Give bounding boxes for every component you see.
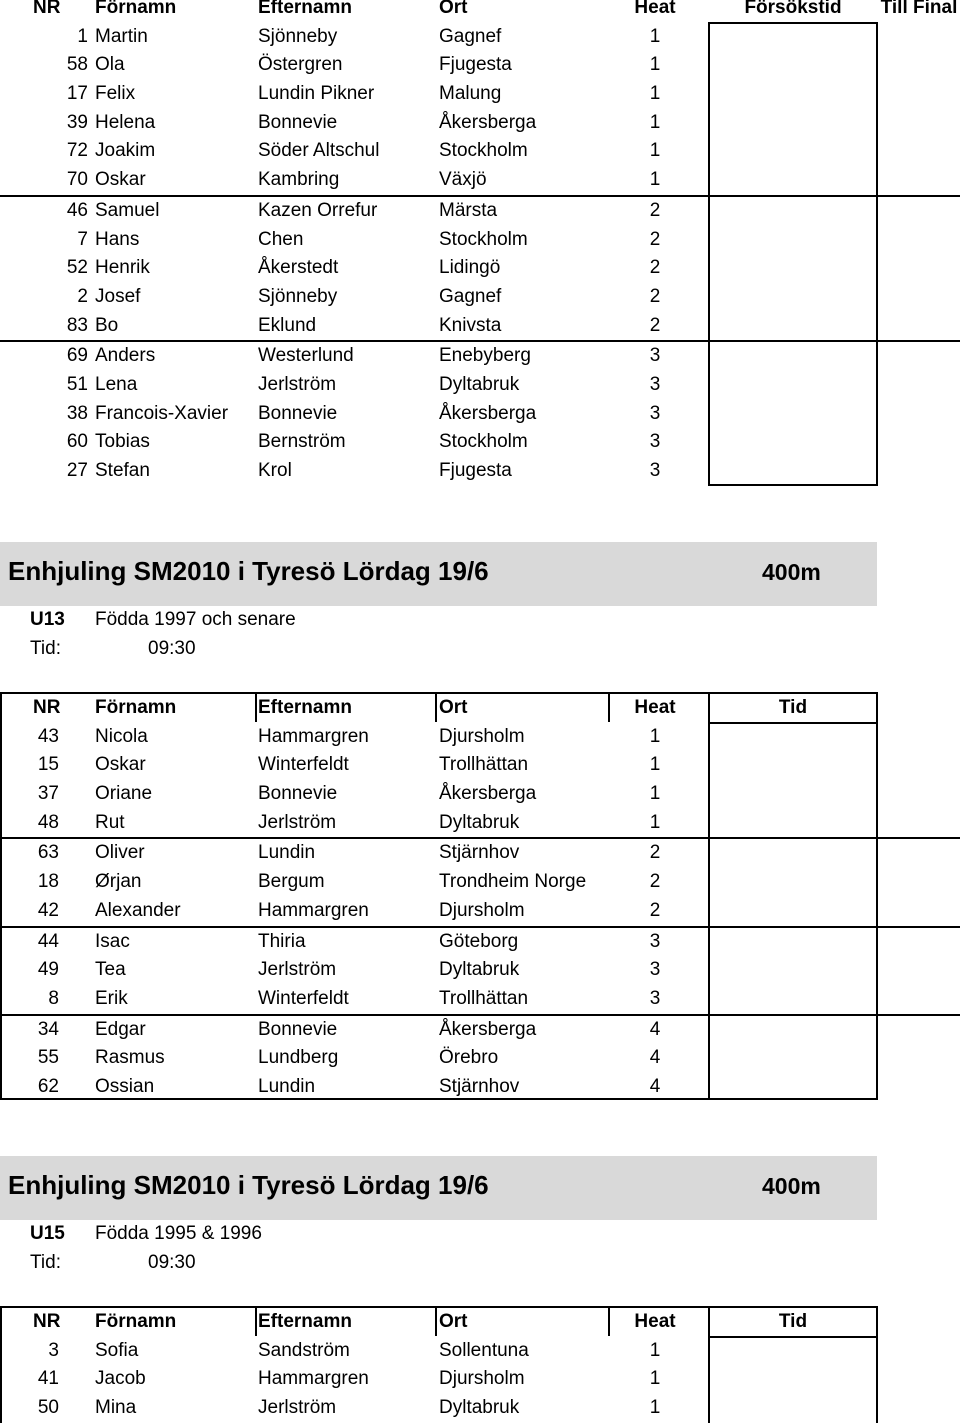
cell-fornamn: Henrik: [95, 257, 150, 279]
cell-heat: 2: [649, 899, 661, 921]
event-title: Enhjuling SM2010 i Tyresö Lördag 19/6: [8, 1170, 489, 1200]
cell-ort: Åkersberga: [439, 783, 537, 805]
table-row: [0, 1394, 960, 1423]
cell-fornamn: Samuel: [95, 199, 160, 221]
start-time: 09:30: [148, 638, 196, 659]
cell-nr: 55: [37, 1047, 59, 1069]
cell-heat: 1: [649, 1397, 661, 1419]
cell-nr: 48: [37, 811, 59, 833]
cell-heat: 1: [649, 111, 661, 133]
cell-nr: 17: [66, 83, 88, 105]
cell-fornamn: Joakim: [95, 140, 156, 162]
cell-fornamn: Nicola: [95, 725, 148, 747]
cell-ort: Stockholm: [439, 431, 528, 453]
class-label: U13: [30, 609, 65, 630]
table-row: [0, 868, 960, 897]
cell-nr: 1: [77, 25, 88, 47]
cell-efternamn: Sjönneby: [258, 25, 338, 47]
cell-ort: Växjö: [439, 169, 487, 191]
cell-efternamn: Hammargren: [258, 899, 369, 921]
cell-efternamn: Söder Altschul: [258, 140, 380, 162]
cell-fornamn: Mina: [95, 1397, 137, 1419]
cell-efternamn: Hammargren: [258, 1368, 369, 1390]
cell-nr: 83: [66, 314, 88, 336]
cell-ort: Fjugesta: [439, 460, 512, 481]
cell-ort: Sollentuna: [439, 1339, 529, 1361]
cell-ort: Gagnef: [439, 25, 502, 47]
cell-fornamn: Felix: [95, 83, 136, 105]
cell-nr: 2: [77, 285, 88, 307]
cell-fornamn: Rut: [95, 811, 125, 833]
cell-fornamn: Jacob: [95, 1368, 146, 1390]
cell-heat: 1: [649, 754, 661, 776]
results-table-2: [0, 694, 960, 1102]
cell-nr: 44: [37, 930, 59, 952]
cell-efternamn: Jerlström: [258, 959, 337, 981]
cell-efternamn: Bonnevie: [258, 783, 338, 805]
cell-fornamn: Ossian: [95, 1075, 155, 1097]
results-table-3: [0, 1308, 960, 1423]
cell-nr: 50: [37, 1397, 59, 1419]
cell-ort: Åkersberga: [439, 111, 537, 133]
cell-efternamn: Sjönneby: [258, 285, 338, 307]
table-header: [0, 0, 960, 23]
cell-nr: 39: [66, 111, 88, 133]
cell-fornamn: Tea: [95, 959, 126, 981]
col-heat: Heat: [634, 1311, 676, 1332]
column-divider: [708, 692, 710, 722]
cell-ort: Dyltabruk: [439, 959, 520, 981]
cell-efternamn: Jerlström: [258, 1397, 337, 1419]
cell-heat: 1: [649, 83, 661, 105]
cell-heat: 4: [649, 1075, 661, 1097]
cell-efternamn: Åkerstedt: [258, 257, 339, 279]
cell-efternamn: Östergren: [258, 54, 343, 76]
cell-heat: 1: [649, 54, 661, 76]
cell-ort: Dyltabruk: [439, 811, 520, 833]
cell-nr: 7: [77, 228, 88, 250]
cell-ort: Trollhättan: [439, 754, 529, 776]
cell-nr: 34: [37, 1018, 59, 1040]
cell-fornamn: Alexander: [95, 899, 181, 921]
cell-fornamn: Oriane: [95, 783, 153, 805]
cell-nr: 41: [37, 1368, 59, 1390]
cell-fornamn: Isac: [95, 930, 130, 952]
column-divider: [608, 692, 610, 722]
cell-ort: Åkersberga: [439, 1018, 537, 1040]
cell-heat: 1: [649, 25, 661, 47]
cell-ort: Djursholm: [439, 725, 525, 747]
event-banner-u13: [0, 542, 877, 606]
table-row: [0, 780, 960, 809]
cell-heat: 3: [649, 930, 661, 952]
cell-efternamn: Bernström: [258, 431, 346, 453]
cell-nr: 38: [66, 402, 88, 424]
event-distance: 400m: [762, 559, 821, 585]
cell-heat: 3: [649, 402, 661, 424]
cell-ort: Stjärnhov: [439, 842, 520, 864]
cell-heat: 2: [649, 314, 661, 336]
cell-ort: Örebro: [439, 1047, 499, 1069]
cell-ort: Stockholm: [439, 228, 528, 250]
cell-fornamn: Josef: [95, 285, 141, 307]
cell-fornamn: Tobias: [95, 431, 150, 453]
cell-ort: Lidingö: [439, 257, 501, 279]
cell-ort: Dyltabruk: [439, 373, 520, 395]
cell-nr: 63: [37, 842, 59, 864]
cell-nr: 27: [66, 460, 88, 481]
cell-efternamn: Bonnevie: [258, 111, 338, 133]
cell-efternamn: Bonnevie: [258, 402, 338, 424]
column-divider: [608, 1306, 610, 1336]
cell-heat: 1: [649, 1368, 661, 1390]
table-row: [0, 985, 960, 1014]
cell-heat: 2: [649, 257, 661, 279]
cell-nr: 72: [66, 140, 88, 162]
cell-ort: Gagnef: [439, 285, 502, 307]
cell-fornamn: Ørjan: [95, 871, 142, 893]
cell-heat: 2: [649, 842, 661, 864]
cell-fornamn: Erik: [95, 987, 128, 1009]
cell-heat: 2: [649, 199, 661, 221]
cell-ort: Trollhättan: [439, 987, 529, 1009]
cell-heat: 3: [649, 431, 661, 453]
column-divider: [255, 692, 257, 722]
cell-efternamn: Sandström: [258, 1339, 350, 1361]
cell-efternamn: Bergum: [258, 871, 325, 893]
cell-heat: 1: [649, 783, 661, 805]
cell-nr: 70: [66, 169, 88, 191]
cell-efternamn: Hammargren: [258, 725, 369, 747]
col-nr: NR: [33, 697, 61, 718]
cell-nr: 60: [66, 431, 88, 453]
cell-efternamn: Jerlström: [258, 811, 337, 833]
cell-heat: 2: [649, 871, 661, 893]
cell-efternamn: Eklund: [258, 314, 317, 336]
cell-heat: 3: [649, 373, 661, 395]
table-row: [0, 1014, 960, 1045]
column-divider: [435, 1306, 437, 1336]
cell-nr: 51: [66, 373, 88, 395]
cell-efternamn: Kazen Orrefur: [258, 199, 378, 221]
col-efternamn: Efternamn: [258, 697, 352, 718]
table-row: [0, 956, 960, 985]
cell-ort: Dyltabruk: [439, 1397, 520, 1419]
table-row: [0, 837, 960, 868]
col-nr: NR: [33, 1311, 61, 1332]
col-fornamn: Förnamn: [95, 0, 177, 18]
cell-fornamn: Anders: [95, 345, 156, 367]
header-divider: [708, 722, 878, 724]
col-heat: Heat: [634, 697, 676, 718]
cell-nr: 49: [37, 959, 59, 981]
cell-efternamn: Winterfeldt: [258, 987, 349, 1009]
cell-heat: 1: [649, 169, 661, 191]
cell-ort: Åkersberga: [439, 402, 537, 424]
header-divider: [708, 1336, 878, 1338]
cell-fornamn: Bo: [95, 314, 119, 336]
column-divider: [708, 1306, 710, 1336]
col-forsokstid: Försökstid: [744, 0, 842, 18]
cell-ort: Djursholm: [439, 1368, 525, 1390]
cell-fornamn: Martin: [95, 25, 148, 47]
table-row: [0, 723, 960, 752]
col-ort: Ort: [439, 1311, 468, 1332]
cell-fornamn: Oskar: [95, 169, 146, 191]
col-heat: Heat: [634, 0, 676, 18]
cell-fornamn: Oliver: [95, 842, 145, 864]
cell-efternamn: Lundberg: [258, 1047, 339, 1069]
cell-ort: Märsta: [439, 199, 498, 221]
table-row: [0, 897, 960, 926]
time-box-1: [708, 22, 878, 486]
class-description: Födda 1997 och senare: [95, 609, 296, 630]
cell-efternamn: Lundin: [258, 1075, 316, 1097]
cell-ort: Trondheim Norge: [439, 871, 587, 893]
event-title: Enhjuling SM2010 i Tyresö Lördag 19/6: [8, 556, 489, 586]
cell-efternamn: Thiria: [258, 930, 306, 952]
cell-heat: 4: [649, 1018, 661, 1040]
tid-column-border: [708, 722, 710, 1100]
cell-nr: 8: [48, 987, 59, 1009]
cell-heat: 1: [649, 725, 661, 747]
cell-nr: 62: [37, 1075, 59, 1097]
table-row: [0, 1337, 960, 1366]
column-divider: [255, 1306, 257, 1336]
cell-nr: 15: [37, 754, 59, 776]
cell-efternamn: Westerlund: [258, 345, 354, 367]
cell-fornamn: Francois-Xavier: [95, 402, 229, 424]
col-fornamn: Förnamn: [95, 1311, 177, 1332]
class-description: Födda 1995 & 1996: [95, 1223, 262, 1244]
col-ort: Ort: [439, 697, 468, 718]
table-row: [0, 1044, 960, 1073]
cell-heat: 3: [649, 345, 661, 367]
event-banner-u15: [0, 1156, 877, 1220]
cell-nr: 37: [37, 783, 59, 805]
col-nr: NR: [33, 0, 61, 18]
col-tid: Tid: [778, 1311, 808, 1332]
col-tid: Tid: [778, 697, 808, 718]
cell-efternamn: Lundin: [258, 842, 316, 864]
cell-ort: Malung: [439, 83, 502, 105]
table-header: [0, 694, 960, 723]
cell-heat: 1: [649, 1339, 661, 1361]
cell-nr: 42: [37, 899, 59, 921]
cell-nr: 58: [66, 54, 88, 76]
cell-fornamn: Stefan: [95, 460, 150, 481]
cell-efternamn: Chen: [258, 228, 304, 250]
cell-nr: 3: [48, 1339, 59, 1361]
cell-fornamn: Oskar: [95, 754, 146, 776]
table-header: [0, 1308, 960, 1337]
col-fornamn: Förnamn: [95, 697, 177, 718]
cell-nr: 52: [66, 257, 88, 279]
cell-efternamn: Bonnevie: [258, 1018, 338, 1040]
time-label: Tid:: [30, 1252, 61, 1273]
start-time: 09:30: [148, 1252, 196, 1273]
column-divider: [435, 692, 437, 722]
event-distance: 400m: [762, 1173, 821, 1199]
cell-fornamn: Sofia: [95, 1339, 139, 1361]
cell-ort: Djursholm: [439, 899, 525, 921]
cell-nr: 18: [37, 871, 59, 893]
cell-efternamn: Winterfeldt: [258, 754, 349, 776]
cell-fornamn: Rasmus: [95, 1047, 165, 1069]
cell-ort: Göteborg: [439, 930, 519, 952]
cell-ort: Knivsta: [439, 314, 502, 336]
col-efternamn: Efternamn: [258, 0, 352, 18]
table-row: [0, 1365, 960, 1394]
cell-nr: 69: [66, 345, 88, 367]
col-efternamn: Efternamn: [258, 1311, 352, 1332]
cell-efternamn: Kambring: [258, 169, 340, 191]
cell-fornamn: Helena: [95, 111, 156, 133]
col-till-final: Till Final: [880, 0, 958, 18]
cell-ort: Fjugesta: [439, 54, 512, 76]
col-ort: Ort: [439, 0, 468, 18]
cell-ort: Stjärnhov: [439, 1075, 520, 1097]
cell-ort: Enebyberg: [439, 345, 531, 367]
cell-heat: 2: [649, 228, 661, 250]
cell-heat: 2: [649, 285, 661, 307]
cell-efternamn: Krol: [258, 460, 292, 481]
table-row: [0, 809, 960, 838]
cell-fornamn: Lena: [95, 373, 138, 395]
cell-fornamn: Hans: [95, 228, 140, 250]
cell-heat: 3: [649, 987, 661, 1009]
table-row: [0, 1073, 960, 1102]
cell-ort: Stockholm: [439, 140, 528, 162]
tid-column-border: [708, 1336, 710, 1423]
cell-heat: 3: [649, 959, 661, 981]
class-label: U15: [30, 1223, 65, 1244]
cell-nr: 43: [37, 725, 59, 747]
table-row: [0, 926, 960, 957]
cell-fornamn: Edgar: [95, 1018, 146, 1040]
cell-efternamn: Lundin Pikner: [258, 83, 375, 105]
cell-heat: 1: [649, 140, 661, 162]
cell-heat: 4: [649, 1047, 661, 1069]
cell-nr: 46: [66, 199, 88, 221]
table-row: [0, 751, 960, 780]
cell-heat: 1: [649, 811, 661, 833]
cell-efternamn: Jerlström: [258, 373, 337, 395]
cell-fornamn: Ola: [95, 54, 125, 76]
time-label: Tid:: [30, 638, 61, 659]
cell-heat: 3: [649, 460, 661, 481]
